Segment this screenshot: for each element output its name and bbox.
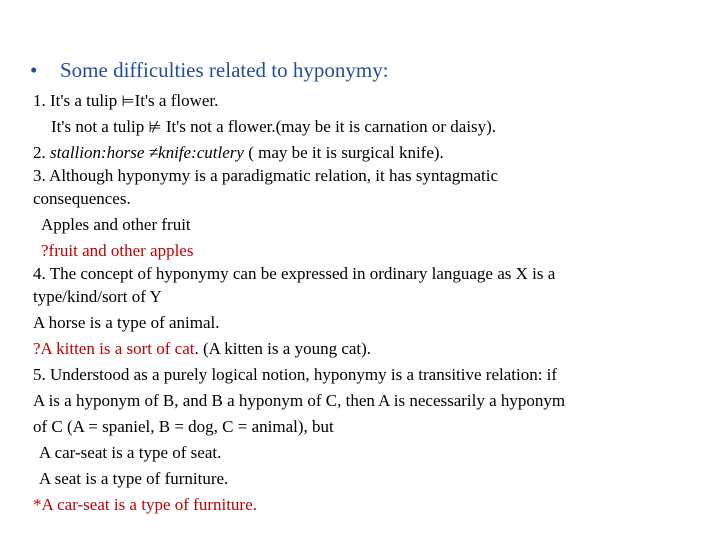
- not-entails-symbol: ⊭: [148, 118, 162, 136]
- line-tulip-not-entails: [33, 114, 693, 140]
- line-apples: Apples and other fruit: [41, 215, 191, 234]
- title-text: Some difficulties related to hyponymy:: [60, 58, 389, 82]
- line-tulip-entails: [33, 88, 693, 114]
- text-span: 1. It's a tulip: [33, 91, 122, 110]
- line-transitive-1: 5. Understood as a purely logical notion, hyponymy is a transitive relation: if: [33, 365, 558, 384]
- line-transitive-2: A is a hyponym of B, and B a hyponym of C, then A is necessarily a hyponym: [33, 391, 566, 410]
- line-seat-furniture: A seat is a type of furniture.: [39, 469, 229, 488]
- text-span: ( may be it is surgical knife).: [243, 143, 444, 162]
- line-kitten: [33, 336, 693, 362]
- line-fruit-marked: ?fruit and other apples: [41, 241, 194, 260]
- text-span: It's not a flower.(may be it is carnation or daisy).: [161, 117, 497, 136]
- line-concept-1: 4. The concept of hyponymy can be expressed in ordinary language as X is a: [33, 264, 556, 283]
- slide-title: [30, 58, 389, 83]
- analogy-italic: stallion:horse ≠knife:cutlery: [50, 143, 244, 162]
- entails-symbol: ⊨: [121, 92, 135, 110]
- line-horse: A horse is a type of animal.: [33, 313, 220, 332]
- text-span: 2.: [33, 143, 50, 162]
- slide-body: [33, 88, 693, 518]
- line-car-seat: A car-seat is a type of seat.: [39, 443, 222, 462]
- line-syntagmatic-1: 3. Although hyponymy is a paradigmatic relation, it has syntagmatic: [33, 166, 499, 185]
- text-span: It's not a tulip: [51, 117, 149, 136]
- line-transitive-3: of C (A = spaniel, B = dog, C = animal), but: [33, 417, 334, 436]
- line-syntagmatic-2: consequences.: [33, 189, 131, 208]
- kitten-marked: ?A kitten is a sort of cat: [33, 339, 195, 358]
- text-span: It's a flower.: [134, 91, 219, 110]
- line-car-seat-marked: *A car-seat is a type of furniture.: [33, 495, 257, 514]
- text-span: . (A kitten is a young cat).: [194, 339, 372, 358]
- line-stallion: [33, 140, 693, 166]
- title-bullet: •: [30, 58, 38, 82]
- line-concept-2: type/kind/sort of Y: [33, 287, 162, 306]
